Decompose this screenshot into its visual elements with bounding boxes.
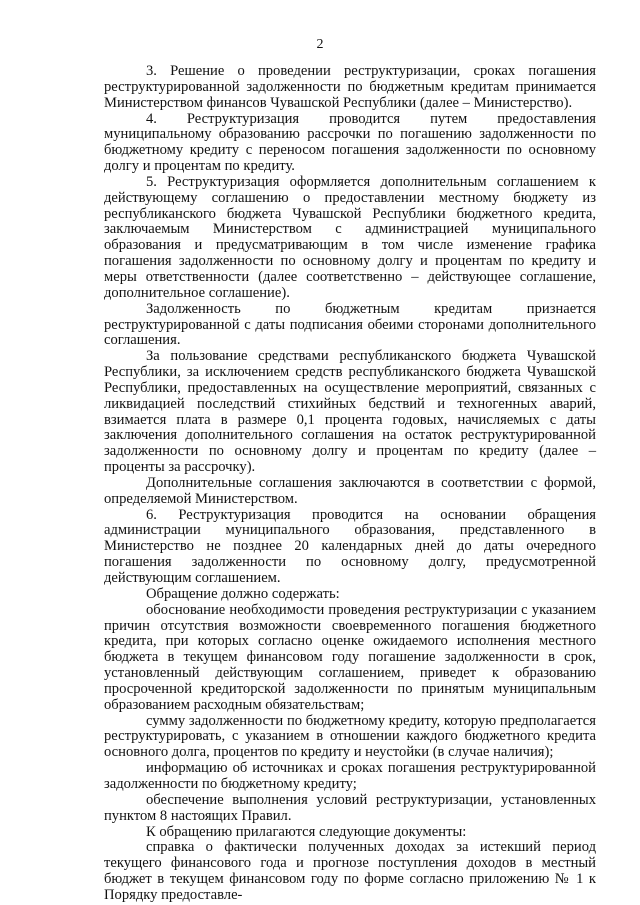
paragraph-justification: обоснование необходимости проведения реструктуризации с указанием причин отсутствия возможности своевременного погашения бюджетного кредита, при которых согласно оценке ожидаемого исполнения местного бюджета в текущем финансовом году погашение задолженности в срок, установленный действующим соглашением, приведет к образованию просроченной кредиторской задолженности по принятым муниципальным образованием расходным обязательствам; [104,601,596,713]
paragraph-fee: За пользование средствами республиканского бюджета Чувашской Республики, за исключением средств республиканского бюджета Чувашской Республики, предоставленных на осуществление мероприятий, связанных с ликвидацией последствий стихийных бедствий и техногенных аварий, взимается плата в размере 0,1 процента годовых, начисляемых с даты заключения дополнительного соглашения на остаток реструктурированной задолженности по основному долгу и процентам по кредиту (далее – проценты за рассрочку). [104,348,596,476]
paragraph-5-additional-agreement: 5. Реструктуризация оформляется дополнительным соглашением к действующему соглашению о предоставлении местному бюджету из республиканского бюджета Чувашской Республики бюджетного кредита, заключаемым Министерством с администрацией муниципального образования и предусматривающим в том числе изменение графика погашения задолженности по основному долгу и процентам по кредиту и меры ответственности (далее соответственно – действующее соглашение, дополнительное соглашение). [104,173,596,301]
paragraph-4-installment: 4. Реструктуризация проводится путем предоставления муниципальному образованию рассрочки по погашению задолженности по бюджетному кредиту с переносом погашения задолженности по основному долгу и процентам по кредиту. [104,110,596,175]
paragraph-debt-recognized: Задолженность по бюджетным кредитам признается реструктурированной с даты подписания обеими сторонами дополнительного соглашения. [104,300,596,349]
paragraph-request-contents: Обращение должно содержать: [146,585,340,602]
document-body [104,64,596,904]
paragraph-attached-docs: К обращению прилагаются следующие документы: [146,823,467,840]
paragraph-3-decision: 3. Решение о проведении реструктуризации, сроках погашения реструктурированной задолженности по бюджетным кредитам принимается Министерством финансов Чувашской Республики (далее – Министерство). [104,63,596,111]
paragraph-agreement-form: Дополнительные соглашения заключаются в соответствии с формой, определяемой Министерством. [104,474,596,507]
paragraph-income-certificate: справка о фактически полученных доходах за истекший период текущего финансового года и прогнозе поступления доходов в местный бюджет в текущем финансовом году по форме согласно приложению № 1 к Порядку предоставле- [104,839,596,903]
page-number: 2 [316,37,324,52]
paragraph-sources-info: информацию об источниках и сроках погашения реструктурированной задолженности по бюджетному кредиту; [104,760,596,792]
paragraph-debt-amount: сумму задолженности по бюджетному кредиту, которую предполагается реструктурировать, с указанием в отношении каждого бюджетного кредита основного долга, процентов по кредиту и неустойки (в случае наличия); [104,712,596,761]
paragraph-6-request: 6. Реструктуризация проводится на основании обращения администрации муниципального образования, представленного в Министерство не позднее 20 календарных дней до даты очередного погашения задолженности по основному долгу, предусмотренной действующим соглашением. [104,506,596,586]
paragraph-conditions: обеспечение выполнения условий реструктуризации, установленных пунктом 8 настоящих Правил. [104,791,596,824]
